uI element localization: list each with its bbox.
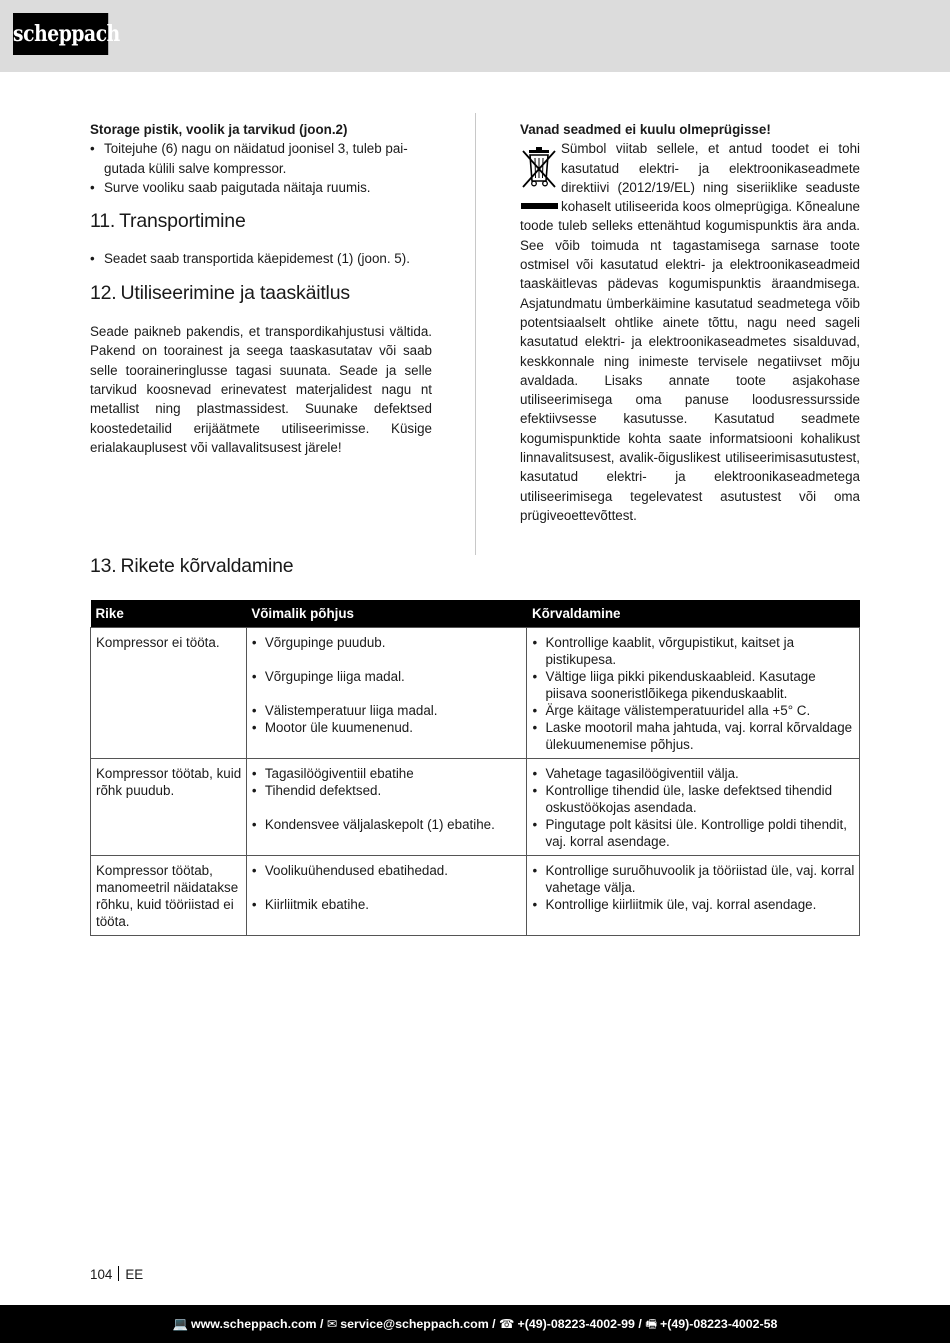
storage-list: [90, 139, 432, 197]
weee-heading: Vanad seadmed ei kuulu olmeprügisse!: [520, 122, 771, 137]
weee-text: Sümbol viitab sellele, et antud toodet ei tohi kasutatud elektri- ja elektroonikaseadmete direktiivi (2012/19/EL) ning siseriiklike seaduste kohaselt utiliseerida koos olmeprügiga. Kõnealune toode tuleb selleks ettenähtud kogumispunktis ära anda. See võib toimuda nt tagastamisega sarnase toote ostmisel või kasutatud elektri- ja elektroonikaseadmeid taaskäitlevas pädevas kogumispunktis äraandmisega. Asjatundmatu ümberkäimine kasutatud seadmetega võib potentsiaalselt ohtlike ainete tõttu, nagu need sageli kasutatud elektri- ja elektroonikaseadmetes sisalduvad, keskkonnale ning inimeste tervisele negatiivset mõju avaldada. Lisaks annate toote asjakohase utiliseerimisega oma panuse loodusressursside efektiivsesse kasutusse. Kasutatud seadmete kogumispunktide kohta saate informatsiooni kohalikust linnavalitsusest, avalik-õiguslikest utiliseerimisasutustest, kasutatud elektri- ja elektroonikaseadmetega utiliseerimisega tegelevatest asutustest või oma prügiveoettevõttest.: [520, 141, 860, 523]
list-item: • Kontrollige kiirliitmik üle, vaj. korral asendage.: [532, 896, 855, 913]
section-12-heading: [90, 281, 432, 304]
cause-cell: [246, 856, 527, 936]
website-link[interactable]: www.scheppach.com: [191, 1317, 317, 1331]
fax-icon: 🖷: [645, 1317, 657, 1331]
section-title: Utiliseerimine ja taaskäitlus: [120, 281, 350, 304]
list-item: • Tihendid defektsed.: [252, 782, 523, 799]
fax-number: +(49)-08223-4002-58: [659, 1317, 778, 1331]
envelope-icon: ✉: [326, 1317, 338, 1331]
table-row: [91, 628, 860, 759]
separator: [118, 1266, 119, 1281]
section-number: 13.: [90, 555, 117, 577]
telephone-icon: ☎: [499, 1317, 515, 1331]
phone-number[interactable]: +(49)-08223-4002-99: [517, 1317, 635, 1331]
crossed-out-wheelie-bin-icon: [520, 145, 558, 213]
column-divider: [475, 113, 476, 555]
disposal-text: Seade paikneb pakendis, et transpordikahjustusi vältida. Pakend on toorainest ja seega taaskasutatav või saab selle tooraineringlusse tagasi suunata. Seade ja selle tarvikud koosnevad erinevatest materjalidest nagu nt metallist ning plastmassidest. Suunake defektsed koostedetailid erijäätmete utiliseerimisse. Küsige erialakauplusest või vallavalitsusest järele!: [90, 324, 432, 455]
list-item: • Surve vooliku saab paigutada näitaja ruumis.: [90, 178, 432, 197]
header-bar: [0, 0, 950, 72]
list-item: • Ärge käitage välistemperatuuridel alla +5° C.: [532, 702, 855, 719]
list-item: • Toitejuhe (6) nagu on näidatud joonisel 3, tuleb pai-gutada külili salve kompressor.: [90, 139, 432, 178]
list-item: • Kontrollige kaablit, võrgupistikut, kaitset ja pistikupesa.: [532, 634, 855, 668]
table-header-row: [91, 600, 860, 628]
section-title: Transportimine: [119, 210, 246, 233]
section-number: 11.: [90, 210, 116, 233]
section-number: 12.: [90, 281, 117, 304]
page-number-value: 104: [90, 1267, 113, 1282]
section-title: Rikete kõrvaldamine: [120, 555, 294, 577]
section-11-heading: [90, 212, 432, 231]
separator: /: [488, 1317, 500, 1331]
table-row: [91, 759, 860, 856]
table-row: [91, 856, 860, 936]
cause-cell: [246, 628, 527, 759]
language-code: EE: [125, 1267, 144, 1282]
list-item: • Seadet saab transportida käepidemest (1) (joon. 5).: [90, 249, 432, 268]
remedy-cell: [527, 759, 860, 856]
list-item: • Voolikuühendused ebatihedad.: [252, 862, 523, 879]
separator: /: [316, 1317, 327, 1331]
cause-cell: [246, 759, 527, 856]
computer-icon: 💻: [172, 1317, 188, 1331]
list-item: • Kontrollige suruõhuvoolik ja tööriistad üle, vaj. korral vahetage välja.: [532, 862, 855, 896]
separator: /: [634, 1317, 646, 1331]
troubleshooting-table: [90, 600, 860, 936]
list-item: • Välistemperatuur liiga madal.: [252, 702, 523, 719]
list-item: • Võrgupinge liiga madal.: [252, 668, 523, 685]
email-link[interactable]: service@scheppach.com: [340, 1317, 489, 1331]
list-item: • Kondensvee väljalaskepolt (1) ebatihe.: [252, 816, 523, 833]
column-header-remedy: Kõrvaldamine: [527, 600, 860, 628]
list-item: • Kiirliitmik ebatihe.: [252, 896, 523, 913]
list-item: • Vahetage tagasilöögiventiil välja.: [532, 765, 855, 782]
fault-cell: Kompressor töötab, manomeetril näidatakse rõhku, kuid tööriistad ei tööta.: [91, 856, 247, 936]
list-item: • Kontrollige tihendid üle, laske defektsed tihendid oskustöökojas asendada.: [532, 782, 855, 816]
transport-list: [90, 249, 432, 268]
list-item: • Vältige liiga pikki pikenduskaableid. Kasutage piisava sooneristlõikega pikenduskaablit.: [532, 668, 855, 702]
column-header-fault: Rike: [91, 600, 247, 628]
remedy-cell: [527, 856, 860, 936]
list-item: • Laske mootoril maha jahtuda, vaj. korral kõrvaldage ülekuumenemise põhjus.: [532, 719, 855, 753]
right-column: [520, 120, 860, 525]
list-item: • Tagasilöögiventiil ebatihe: [252, 765, 523, 782]
scheppach-logo: scheppach: [13, 13, 108, 55]
footer-bar: [0, 1305, 950, 1343]
left-column: [90, 120, 432, 457]
page-number: [90, 1266, 143, 1282]
list-item: • Pingutage polt käsitsi üle. Kontrollige poldi tihendit, vaj. korral asendage.: [532, 816, 855, 850]
fault-cell: Kompressor ei tööta.: [91, 628, 247, 759]
section-13-heading: [90, 555, 293, 578]
storage-heading: Storage pistik, voolik ja tarvikud (joon.2): [90, 122, 348, 137]
remedy-cell: [527, 628, 860, 759]
list-item: • Mootor üle kuumenenud.: [252, 719, 523, 736]
section-13: [90, 555, 293, 578]
column-header-cause: Võimalik põhjus: [246, 600, 527, 628]
list-item: • Võrgupinge puudub.: [252, 634, 523, 651]
fault-cell: Kompressor töötab, kuid rõhk puudub.: [91, 759, 247, 856]
